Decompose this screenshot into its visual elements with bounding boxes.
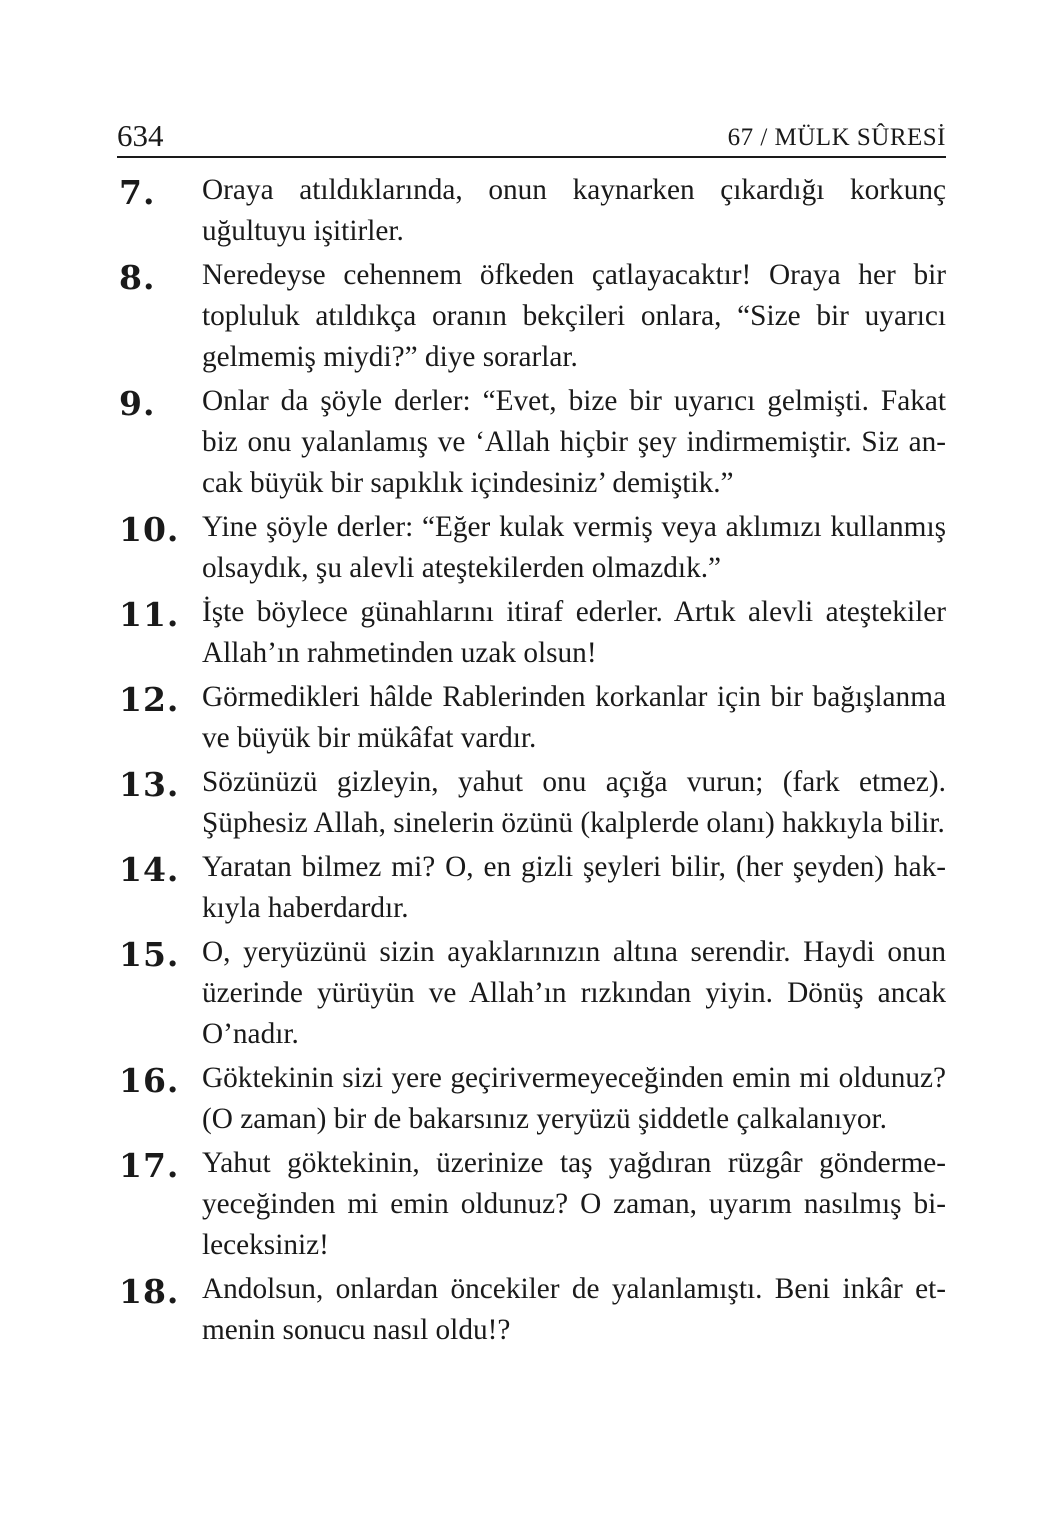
verse-text: Görmedikleri hâlde Rablerinden korkanlar için bir bağışlanma ve büyük bir mükâfat vardır. bbox=[202, 681, 946, 754]
page-header bbox=[117, 116, 946, 158]
verse-number: 8. bbox=[119, 258, 156, 297]
verse-text: O, yeryüzünü sizin ayaklarınızın altına serendir. Haydi onun üzerinde yürüyün ve Allah’ın rızkından yiyin. Dönüş ancak O’nadır. bbox=[202, 936, 946, 1050]
verse-text: Yahut göktekinin, üzerinize taş yağdıran rüzgâr göndermeyeceğinden mi emin oldunuz? O zaman, uyarım nasılmış bileceksiniz! bbox=[202, 1147, 946, 1261]
verse-item bbox=[117, 847, 946, 929]
running-head: 67 / MÜLK SÛRESİ bbox=[727, 124, 946, 151]
verse-number: 10. bbox=[119, 510, 180, 549]
verse-number: 15. bbox=[119, 935, 180, 974]
verse-number: 14. bbox=[119, 850, 180, 889]
verse-number: 12. bbox=[119, 680, 180, 719]
verse-number: 16. bbox=[119, 1061, 180, 1100]
verse-number: 13. bbox=[119, 765, 180, 804]
verse-text: Onlar da şöyle derler: “Evet, bize bir uyarıcı gelmişti. Fakat biz onu yalanlamış ve ‘Allah hiçbir şey indirmemiştir. Siz ancak büyük bir sapıklık içindesiniz’ demiştik.” bbox=[202, 385, 946, 499]
verse-number: 7. bbox=[119, 173, 156, 212]
verse-item bbox=[117, 170, 946, 252]
verse-item bbox=[117, 762, 946, 844]
verse-item bbox=[117, 507, 946, 589]
verse-item bbox=[117, 1058, 946, 1140]
verse-number: 17. bbox=[119, 1146, 180, 1185]
verse-item bbox=[117, 677, 946, 759]
verse-item bbox=[117, 1143, 946, 1266]
verse-text: Oraya atıldıklarında, onun kaynarken çıkardığı korkunç uğultuyu işitirler. bbox=[202, 174, 946, 247]
verse-item bbox=[117, 255, 946, 378]
verse-text: Neredeyse cehennem öfkeden çatlayacaktır! Oraya her bir topluluk atıldıkça oranın bekçileri onlara, “Size bir uyarıcı gelmemiş miydi?” diye sorarlar. bbox=[202, 259, 946, 373]
verse-text: İşte böylece günahlarını itiraf ederler. Artık alevli ateştekiler Allah’ın rahmetinden uzak olsun! bbox=[202, 596, 946, 669]
verse-text: Sözünüzü gizleyin, yahut onu açığa vurun; (fark etmez). Şüphesiz Allah, sinelerin özünü (kalplerde olanı) hakkıyla bilir. bbox=[202, 766, 946, 839]
verse-number: 9. bbox=[119, 384, 156, 423]
page-number: 634 bbox=[117, 118, 164, 153]
verse-number: 18. bbox=[119, 1272, 180, 1311]
verse-item bbox=[117, 381, 946, 504]
verse-item bbox=[117, 1269, 946, 1351]
verse-number: 11. bbox=[119, 595, 180, 634]
verse-item bbox=[117, 932, 946, 1055]
verse-text: Andolsun, onlardan öncekiler de yalanlamıştı. Beni inkâr etmenin sonucu nasıl oldu!? bbox=[202, 1273, 946, 1346]
verse-item bbox=[117, 592, 946, 674]
verse-text: Yine şöyle derler: “Eğer kulak vermiş veya aklımızı kullanmış olsaydık, şu alevli ateştekilerden olmazdık.” bbox=[202, 511, 946, 584]
verse-text: Göktekinin sizi yere geçirivermeyeceğinden emin mi oldunuz? (O zaman) bir de bakarsınız yeryüzü şiddetle çalkalanıyor. bbox=[202, 1062, 946, 1135]
verse-list bbox=[117, 170, 946, 1354]
verse-text: Yaratan bilmez mi? O, en gizli şeyleri bilir, (her şeyden) hakkıyla haberdardır. bbox=[202, 851, 946, 924]
